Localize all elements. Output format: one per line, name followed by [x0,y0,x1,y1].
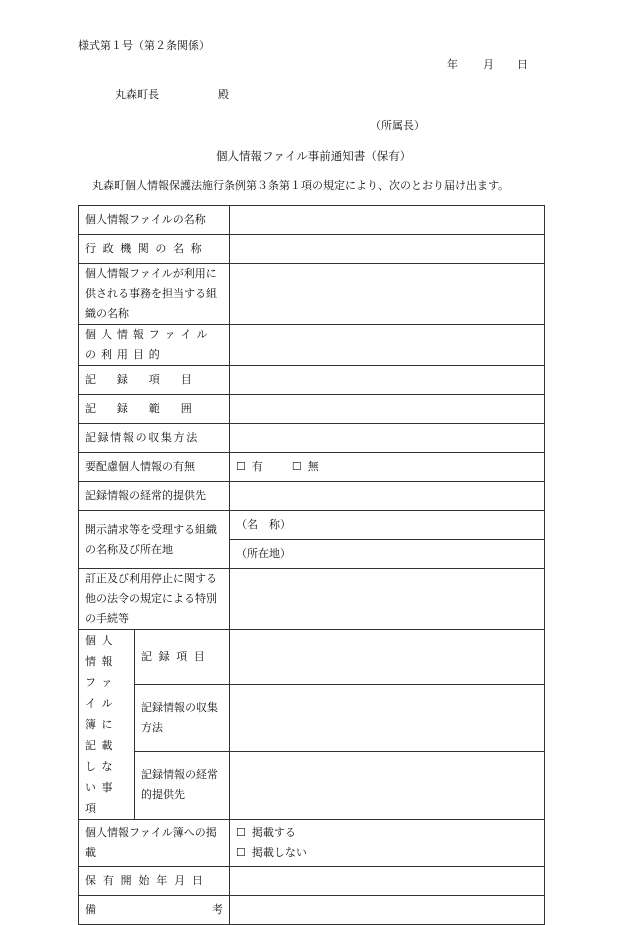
disclosure-cell [230,511,545,569]
addressee: 丸森町長 [115,88,159,101]
field-record-items[interactable] [230,366,545,395]
label-special-procedure: 訂正及び利用停止に関する他の法令の規定による特別の手続等 [79,569,230,630]
label-purpose: 個人情報ファイルの利用目的 [79,325,230,366]
page-title: 個人情報ファイル事前通知書（保有） [216,149,412,163]
field-remarks[interactable] [230,896,545,925]
label-not-listed-recipient: 記録情報の経常的提供先 [135,751,230,819]
label-record-items: 記録項目 [79,366,230,395]
label-not-listed-collection: 記録情報の収集方法 [135,684,230,751]
checkbox-sensitive-no[interactable]: ☐ [291,460,302,473]
field-start-date[interactable] [230,867,545,896]
sensitive-options [230,453,545,482]
intro-text: 丸森町個人情報保護法施行条例第３条第１項の規定により、次のとおり届け出ます。 [92,179,510,192]
field-special-procedure[interactable] [230,569,545,630]
notification-form [78,205,545,925]
label-disclosure-org: 開示請求等を受理する組織の名称及び所在地 [79,511,230,569]
field-agency-name[interactable] [230,235,545,264]
label-agency-name: 行政機関の名称 [79,235,230,264]
field-collection-method[interactable] [230,424,545,453]
label-org-in-charge: 個人情報ファイルが利用に供される事務を担当する組織の名称 [79,264,230,325]
date-year: 年 [447,58,458,71]
label-regular-recipient: 記録情報の経常的提供先 [79,482,230,511]
option-sensitive-yes: 有 [251,460,263,473]
field-not-listed-collection[interactable] [230,684,545,751]
label-collection-method: 記録情報の収集方法 [79,424,230,453]
label-record-scope: 記録範囲 [79,395,230,424]
label-start-date: 保有開始年月日 [79,867,230,896]
date-month: 月 [483,58,494,71]
checkbox-registry-yes[interactable]: ☐ [236,826,246,839]
field-not-listed-items[interactable] [230,630,545,685]
honorific: 殿 [218,88,229,101]
field-regular-recipient[interactable] [230,482,545,511]
checkbox-registry-no[interactable]: ☐ [236,846,246,859]
field-file-name[interactable] [230,206,545,235]
option-registry-yes: 掲載する [251,826,296,839]
label-remarks: 備 考 [79,896,230,925]
date-day: 日 [517,58,528,71]
label-not-listed-items: 記録項目 [135,630,230,685]
option-sensitive-no: 無 [307,460,319,473]
form-number: 様式第１号（第２条関係） [78,39,210,52]
option-registry-no: 掲載しない [251,846,307,859]
label-not-listed-group: 個人情報ファイル簿に記載しない事項 [79,630,135,820]
label-sensitive: 要配慮個人情報の有無 [79,453,230,482]
label-registry: 個人情報ファイル簿への掲載 [79,820,230,867]
field-disclosure-address[interactable]: （所在地） [236,547,291,560]
registry-options [230,820,545,867]
field-org-in-charge[interactable] [230,264,545,325]
field-record-scope[interactable] [230,395,545,424]
checkbox-sensitive-yes[interactable]: ☐ [236,460,246,473]
sender-title: （所属長） [370,119,425,132]
label-file-name: 個人情報ファイルの名称 [79,206,230,235]
field-not-listed-recipient[interactable] [230,751,545,819]
field-disclosure-name[interactable]: （名 称） [230,511,544,540]
field-purpose[interactable] [230,325,545,366]
